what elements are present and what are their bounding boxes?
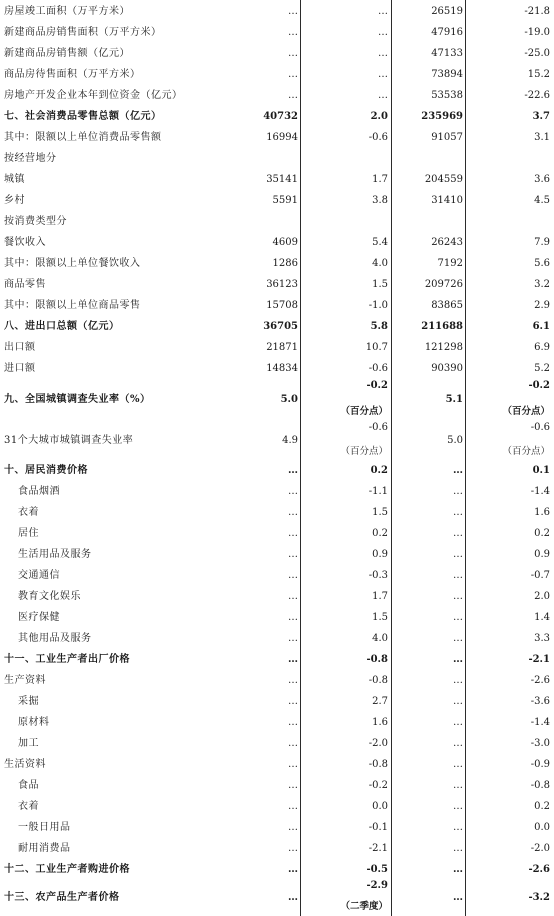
table-row xyxy=(0,566,554,587)
cell-value: -0.2 xyxy=(366,380,388,391)
cell-value: -0.8 xyxy=(530,780,550,791)
cell-value: -2.1 xyxy=(368,843,388,854)
cell-value: … xyxy=(453,465,463,476)
cell-value: 15.2 xyxy=(527,69,550,80)
cell-value: … xyxy=(288,6,298,17)
cell-value: 4.9 xyxy=(282,435,298,446)
cell-value: -22.6 xyxy=(524,90,550,101)
cell-value: 5591 xyxy=(272,195,298,206)
cell-value: … xyxy=(288,486,298,497)
cell-value: 36705 xyxy=(263,321,298,332)
table-row xyxy=(0,379,554,421)
cell-value: … xyxy=(288,69,298,80)
row-label: 餐饮收入 xyxy=(4,237,46,248)
cell-value: 211688 xyxy=(421,321,463,332)
table-row xyxy=(0,212,554,233)
cell-value: 4.0 xyxy=(372,633,388,644)
table-row xyxy=(0,44,554,65)
row-label: 教育文化娱乐 xyxy=(18,591,81,602)
cell-value: 7.9 xyxy=(534,237,550,248)
cell-value: -0.7 xyxy=(530,570,550,581)
table-row xyxy=(0,296,554,317)
cell-value: 36123 xyxy=(266,279,298,290)
cell-value: -0.8 xyxy=(368,759,388,770)
cell-value: 2.0 xyxy=(370,111,388,122)
row-label: 耐用消费品 xyxy=(18,843,71,854)
row-label: 生产资料 xyxy=(4,675,46,686)
cell-value: 7192 xyxy=(437,258,463,269)
table-row xyxy=(0,776,554,797)
cell-value: 1.7 xyxy=(372,591,388,602)
cell-value: 1.6 xyxy=(372,717,388,728)
cell-value: -0.3 xyxy=(368,570,388,581)
cell-value: 0.2 xyxy=(372,528,388,539)
cell-value: -3.6 xyxy=(530,696,550,707)
cell-value: -0.9 xyxy=(530,759,550,770)
table-row xyxy=(0,86,554,107)
cell-value: 209726 xyxy=(424,279,463,290)
cell-value: … xyxy=(288,738,298,749)
row-label: 一般日用品 xyxy=(18,822,71,833)
cell-value: 53538 xyxy=(431,90,463,101)
cell-value: -19.0 xyxy=(524,27,550,38)
cell-value: … xyxy=(288,27,298,38)
cell-value: 47916 xyxy=(431,27,463,38)
cell-value: 6.1 xyxy=(532,321,550,332)
table-row xyxy=(0,191,554,212)
cell-value: 3.8 xyxy=(372,195,388,206)
cell-value: … xyxy=(288,864,298,875)
cell-value: … xyxy=(453,696,463,707)
cell-value: 31410 xyxy=(431,195,463,206)
cell-value: 35141 xyxy=(266,174,298,185)
table-row xyxy=(0,671,554,692)
cell-value: 121298 xyxy=(424,342,463,353)
cell-value: -0.5 xyxy=(366,864,388,875)
cell-value: 3.6 xyxy=(534,174,550,185)
cell-value: 73894 xyxy=(431,69,463,80)
cell-value: … xyxy=(453,822,463,833)
cell-value: 83865 xyxy=(431,300,463,311)
row-label: 八、进出口总额（亿元） xyxy=(4,321,120,332)
table-row xyxy=(0,524,554,545)
table-row xyxy=(0,359,554,380)
cell-value: … xyxy=(378,90,388,101)
row-label: 房屋竣工面积（万平方米） xyxy=(4,6,130,17)
cell-value: 1.4 xyxy=(534,612,550,623)
cell-value: … xyxy=(288,90,298,101)
cell-value: 26519 xyxy=(431,6,463,17)
row-label: 乡村 xyxy=(4,195,25,206)
table-row xyxy=(0,317,554,338)
row-label: 其中：限额以上单位消费品零售额 xyxy=(4,132,162,143)
row-label: 加工 xyxy=(18,738,39,749)
table-row xyxy=(0,839,554,860)
cell-value: 6.9 xyxy=(534,342,550,353)
cell-value: … xyxy=(378,6,388,17)
table-row xyxy=(0,461,554,482)
cell-value: … xyxy=(453,612,463,623)
cell-value: … xyxy=(453,528,463,539)
cell-value: … xyxy=(453,570,463,581)
row-label: 食品烟酒 xyxy=(18,486,60,497)
cell-value: 0.1 xyxy=(532,465,550,476)
cell-value: … xyxy=(288,549,298,560)
cell-value: 5.4 xyxy=(372,237,388,248)
row-label: 十二、工业生产者购进价格 xyxy=(4,864,130,875)
cell-value: … xyxy=(288,591,298,602)
row-label: 十三、农产品生产者价格 xyxy=(4,892,120,903)
cell-value: 204559 xyxy=(424,174,463,185)
cell-value: … xyxy=(453,738,463,749)
cell-value: -0.6 xyxy=(368,363,388,374)
table-row xyxy=(0,128,554,149)
row-label: 衣着 xyxy=(18,507,39,518)
cell-value: 0.2 xyxy=(370,465,388,476)
cell-value: -2.6 xyxy=(530,675,550,686)
row-label: 其中：限额以上单位商品零售 xyxy=(4,300,141,311)
row-label: 出口额 xyxy=(4,342,36,353)
row-label: 食品 xyxy=(18,780,39,791)
cell-value: … xyxy=(288,843,298,854)
cell-value: -0.1 xyxy=(368,822,388,833)
row-label: 十、居民消费价格 xyxy=(4,465,88,476)
table-row xyxy=(0,692,554,713)
cell-value: … xyxy=(453,675,463,686)
table-row xyxy=(0,421,554,461)
table-row xyxy=(0,23,554,44)
cell-value: -21.8 xyxy=(524,6,550,17)
row-label: 衣着 xyxy=(18,801,39,812)
cell-value: 47133 xyxy=(431,48,463,59)
cell-value: … xyxy=(288,759,298,770)
cell-value: … xyxy=(288,696,298,707)
cell-value: … xyxy=(453,864,463,875)
cell-value: 3.3 xyxy=(534,633,550,644)
cell-value: … xyxy=(453,801,463,812)
cell-value: 235969 xyxy=(421,111,463,122)
row-label: 生活用品及服务 xyxy=(18,549,92,560)
cell-value: … xyxy=(453,486,463,497)
cell-value: 5.8 xyxy=(370,321,388,332)
cell-value: -0.8 xyxy=(366,654,388,665)
cell-value: 91057 xyxy=(431,132,463,143)
cell-value: 3.1 xyxy=(534,132,550,143)
cell-value: … xyxy=(288,717,298,728)
row-label: 按经营地分 xyxy=(4,153,57,164)
row-label: 居住 xyxy=(18,528,39,539)
cell-value: … xyxy=(453,591,463,602)
cell-value: -0.2 xyxy=(368,780,388,791)
table-row xyxy=(0,149,554,170)
row-label: 生活资料 xyxy=(4,759,46,770)
table-row xyxy=(0,65,554,86)
table-row xyxy=(0,818,554,839)
row-label: 交通通信 xyxy=(18,570,60,581)
table-row xyxy=(0,233,554,254)
table-row xyxy=(0,860,554,879)
row-label: 医疗保健 xyxy=(18,612,60,623)
cell-note: （百分点） xyxy=(502,446,550,457)
cell-value: -2.0 xyxy=(530,843,550,854)
cell-value: -0.6 xyxy=(368,132,388,143)
row-label: 31个大城市城镇调查失业率 xyxy=(4,435,134,446)
cell-value: … xyxy=(288,528,298,539)
cell-value: … xyxy=(288,892,298,903)
table-row xyxy=(0,107,554,128)
cell-value: 1.6 xyxy=(534,507,550,518)
cell-value: -25.0 xyxy=(524,48,550,59)
cell-value: 0.0 xyxy=(372,801,388,812)
cell-value: … xyxy=(453,507,463,518)
cell-value: … xyxy=(288,801,298,812)
cell-value: -3.2 xyxy=(528,892,550,903)
cell-value: … xyxy=(288,570,298,581)
table-row xyxy=(0,734,554,755)
cell-value: 5.1 xyxy=(445,394,463,405)
table-row xyxy=(0,797,554,818)
cell-value: -1.4 xyxy=(530,486,550,497)
cell-value: 1286 xyxy=(272,258,298,269)
cell-value: … xyxy=(288,48,298,59)
cell-value: 1.5 xyxy=(372,612,388,623)
cell-value: 3.2 xyxy=(534,279,550,290)
table-row xyxy=(0,275,554,296)
table-row xyxy=(0,879,554,916)
table-row xyxy=(0,587,554,608)
row-label: 其中：限额以上单位餐饮收入 xyxy=(4,258,141,269)
cell-value: 1.5 xyxy=(372,507,388,518)
cell-note: （百分点） xyxy=(340,446,388,457)
cell-value: -0.8 xyxy=(368,675,388,686)
table-row xyxy=(0,2,554,23)
cell-value: 16994 xyxy=(266,132,298,143)
table-row xyxy=(0,503,554,524)
cell-value: … xyxy=(288,822,298,833)
cell-value: … xyxy=(288,780,298,791)
cell-value: -3.0 xyxy=(530,738,550,749)
cell-value: … xyxy=(288,654,298,665)
cell-value: -2.1 xyxy=(528,654,550,665)
cell-value: … xyxy=(453,759,463,770)
row-label: 进口额 xyxy=(4,363,36,374)
table-row xyxy=(0,170,554,191)
cell-value: 2.0 xyxy=(534,591,550,602)
cell-value: 1.5 xyxy=(372,279,388,290)
row-label: 新建商品房销售面积（万平方米） xyxy=(4,27,162,38)
row-label: 十一、工业生产者出厂价格 xyxy=(4,654,130,665)
row-label: 采掘 xyxy=(18,696,39,707)
cell-note: （二季度） xyxy=(340,901,388,912)
cell-value: … xyxy=(453,654,463,665)
cell-value: -0.6 xyxy=(530,422,550,433)
cell-value: 15708 xyxy=(266,300,298,311)
row-label: 按消费类型分 xyxy=(4,216,67,227)
cell-value: … xyxy=(378,27,388,38)
cell-value: 0.2 xyxy=(534,801,550,812)
cell-value: 1.7 xyxy=(372,174,388,185)
cell-value: 26243 xyxy=(431,237,463,248)
cell-value: … xyxy=(288,675,298,686)
row-label: 七、社会消费品零售总额（亿元） xyxy=(4,111,162,122)
row-label: 九、全国城镇调查失业率（%） xyxy=(4,394,151,405)
cell-value: 40732 xyxy=(263,111,298,122)
cell-value: … xyxy=(453,717,463,728)
cell-note: （百分点） xyxy=(502,406,550,417)
table-row xyxy=(0,713,554,734)
row-label: 原材料 xyxy=(18,717,50,728)
cell-value: 5.0 xyxy=(447,435,463,446)
table-row xyxy=(0,482,554,503)
cell-value: 4.0 xyxy=(372,258,388,269)
cell-value: 4.5 xyxy=(534,195,550,206)
cell-value: 14834 xyxy=(266,363,298,374)
table-row xyxy=(0,755,554,776)
cell-value: 5.0 xyxy=(280,394,298,405)
cell-value: … xyxy=(288,612,298,623)
cell-value: 0.0 xyxy=(534,822,550,833)
table-row xyxy=(0,545,554,566)
row-label: 房地产开发企业本年到位资金（亿元） xyxy=(4,90,183,101)
cell-value: … xyxy=(453,780,463,791)
cell-value: -2.0 xyxy=(368,738,388,749)
table-row xyxy=(0,650,554,671)
cell-value: 90390 xyxy=(431,363,463,374)
cell-value: 3.7 xyxy=(532,111,550,122)
cell-value: 10.7 xyxy=(365,342,388,353)
cell-value: 5.2 xyxy=(534,363,550,374)
table-row xyxy=(0,608,554,629)
cell-value: 0.9 xyxy=(534,549,550,560)
table-row xyxy=(0,629,554,650)
cell-value: -0.2 xyxy=(528,380,550,391)
row-label: 商品房待售面积（万平方米） xyxy=(4,69,141,80)
cell-value: … xyxy=(453,633,463,644)
cell-value: … xyxy=(288,633,298,644)
table-row xyxy=(0,254,554,275)
cell-value: … xyxy=(378,69,388,80)
cell-value: 5.6 xyxy=(534,258,550,269)
row-label: 其他用品及服务 xyxy=(18,633,92,644)
row-label: 新建商品房销售额（亿元） xyxy=(4,48,130,59)
cell-value: 2.7 xyxy=(372,696,388,707)
cell-value: … xyxy=(378,48,388,59)
cell-value: 4609 xyxy=(272,237,298,248)
cell-value: -2.9 xyxy=(366,880,388,891)
cell-value: … xyxy=(453,843,463,854)
cell-value: -0.6 xyxy=(368,422,388,433)
cell-value: … xyxy=(453,549,463,560)
row-label: 商品零售 xyxy=(4,279,46,290)
cell-value: … xyxy=(288,507,298,518)
cell-value: -1.1 xyxy=(368,486,388,497)
cell-note: （百分点） xyxy=(340,406,388,417)
cell-value: 2.9 xyxy=(534,300,550,311)
cell-value: -2.6 xyxy=(528,864,550,875)
cell-value: -1.0 xyxy=(368,300,388,311)
cell-value: -1.4 xyxy=(530,717,550,728)
cell-value: … xyxy=(453,892,463,903)
table-row xyxy=(0,338,554,359)
row-label: 城镇 xyxy=(4,174,25,185)
cell-value: 0.2 xyxy=(534,528,550,539)
cell-value: … xyxy=(288,465,298,476)
cell-value: 0.9 xyxy=(372,549,388,560)
cell-value: 21871 xyxy=(266,342,298,353)
